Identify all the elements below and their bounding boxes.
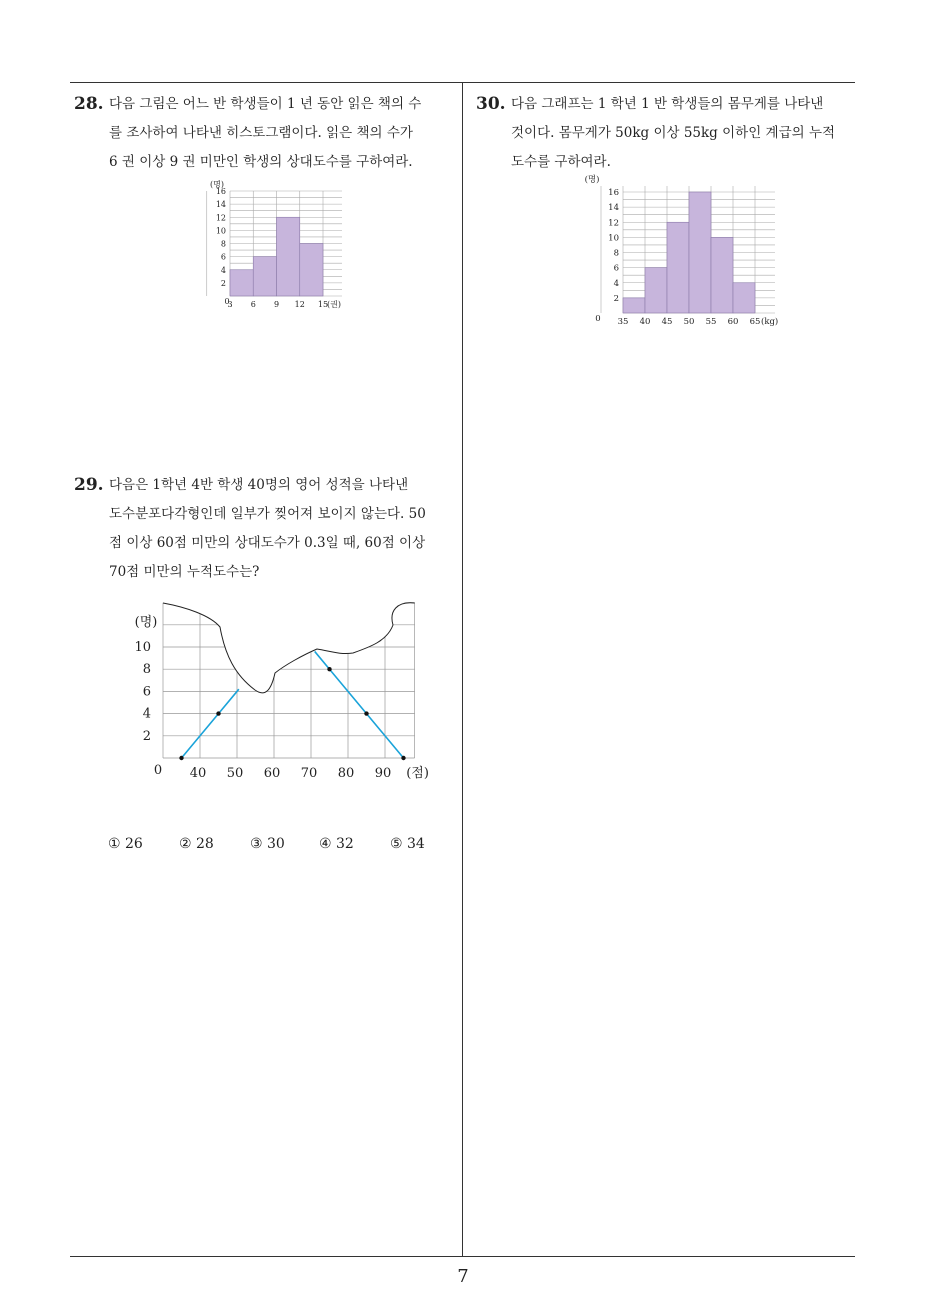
x-tick-label: 55 [705,317,717,327]
y-tick-label: 8 [613,248,619,259]
origin-label: 0 [595,314,601,324]
x-tick-label: 65 [749,317,761,327]
question-number: 29. [74,475,104,495]
bottom-rule [70,1256,855,1257]
x-tick-label: 80 [337,766,355,781]
histogram-bar [623,298,645,313]
x-axis-unit: (권) [327,300,341,309]
y-axis-unit: (명) [210,180,224,189]
data-point [364,711,368,715]
y-tick-label: 4 [220,265,226,275]
y-tick-label: 4 [613,278,619,289]
y-tick-label: 14 [215,200,226,210]
x-tick-label: 40 [639,317,651,327]
polygon-line [315,651,404,758]
histogram-bar [300,244,323,297]
x-tick-label: 15 [317,300,329,309]
weight-histogram [575,172,795,332]
x-tick-label: 9 [273,300,280,309]
histogram-bar [277,217,300,296]
x-axis-unit: (kg) [761,317,779,327]
y-axis-unit: (명) [134,615,158,630]
histogram-bar [733,283,755,313]
origin-label: 0 [153,763,163,778]
histogram-bar [667,222,689,313]
question-number: 28. [74,94,104,114]
page-number: 7 [457,1266,469,1287]
x-tick-label: 60 [727,317,739,327]
x-tick-label: 50 [683,317,695,327]
polygon-line [182,689,239,758]
choice-2[interactable]: ② 28 [179,836,214,852]
y-tick-label: 4 [142,706,151,722]
y-axis-unit: (명) [584,175,600,185]
histogram-bar [689,192,711,313]
choice-5[interactable]: ⑤ 34 [390,836,425,852]
histogram-bar [253,257,276,296]
data-point [327,667,331,671]
y-tick-label: 16 [215,187,226,196]
histogram-bar [711,237,733,313]
torn-area [161,595,417,693]
x-tick-label: 12 [294,300,305,309]
x-axis-unit: (점) [406,766,429,781]
y-tick-label: 12 [608,218,619,229]
y-tick-label: 8 [142,662,151,678]
books-histogram [200,175,360,315]
data-point [401,756,405,760]
histogram-bar [230,270,253,296]
y-tick-label: 10 [608,233,619,244]
y-tick-label: 2 [220,278,226,288]
x-tick-label: 50 [226,766,244,781]
question-28 [74,90,459,177]
x-tick-label: 70 [300,766,318,781]
x-tick-label: 40 [189,766,207,781]
histogram-bar [645,268,667,313]
x-tick-label: 35 [617,317,629,327]
y-tick-label: 2 [613,293,619,304]
y-tick-label: 6 [220,252,226,262]
choice-1[interactable]: ① 26 [108,836,143,852]
data-point [179,756,183,760]
question-text: 다음 그림은 어느 반 학생들이 1 년 동안 읽은 책의 수 를 조사하여 나타낸 히스토그램이다. 읽은 책의 수가 6 권 이상 9 권 미만인 학생의 상대도수를 구하여라. [109,96,422,170]
x-tick-label: 60 [263,766,281,781]
x-tick-label: 3 [227,300,233,309]
english-score-frequency-polygon [125,595,445,790]
y-tick-label: 14 [608,203,619,214]
question-29 [74,471,459,587]
y-tick-label: 10 [215,226,226,236]
x-tick-label: 90 [374,766,392,781]
choice-4[interactable]: ④ 32 [319,836,354,852]
y-tick-label: 16 [608,188,619,198]
origin-label: 0 [224,297,230,306]
x-tick-label: 6 [250,300,256,309]
question-text: 다음은 1학년 4반 학생 40명의 영어 성적을 나타낸 도수분포다각형인데 일부가 찢어져 보이지 않는다. 50 점 이상 60점 미만의 상대도수가 0.3일 때, 60점 이상 70점 미만의 누적도수는? [109,477,426,580]
choice-3[interactable]: ③ 30 [250,836,285,852]
column-divider [462,82,463,1257]
y-tick-label: 2 [142,728,151,744]
y-tick-label: 10 [134,640,151,655]
y-tick-label: 12 [215,213,226,223]
question-number: 30. [476,94,506,114]
y-tick-label: 6 [613,263,619,274]
data-point [216,711,220,715]
question-text: 다음 그래프는 1 학년 1 반 학생들의 몸무게를 나타낸 것이다. 몸무게가 50kg 이상 55kg 이하인 계급의 누적 도수를 구하여라. [511,96,836,170]
y-tick-label: 8 [220,239,226,249]
x-tick-label: 45 [661,317,673,327]
question-30 [476,90,866,177]
y-tick-label: 6 [142,684,151,700]
